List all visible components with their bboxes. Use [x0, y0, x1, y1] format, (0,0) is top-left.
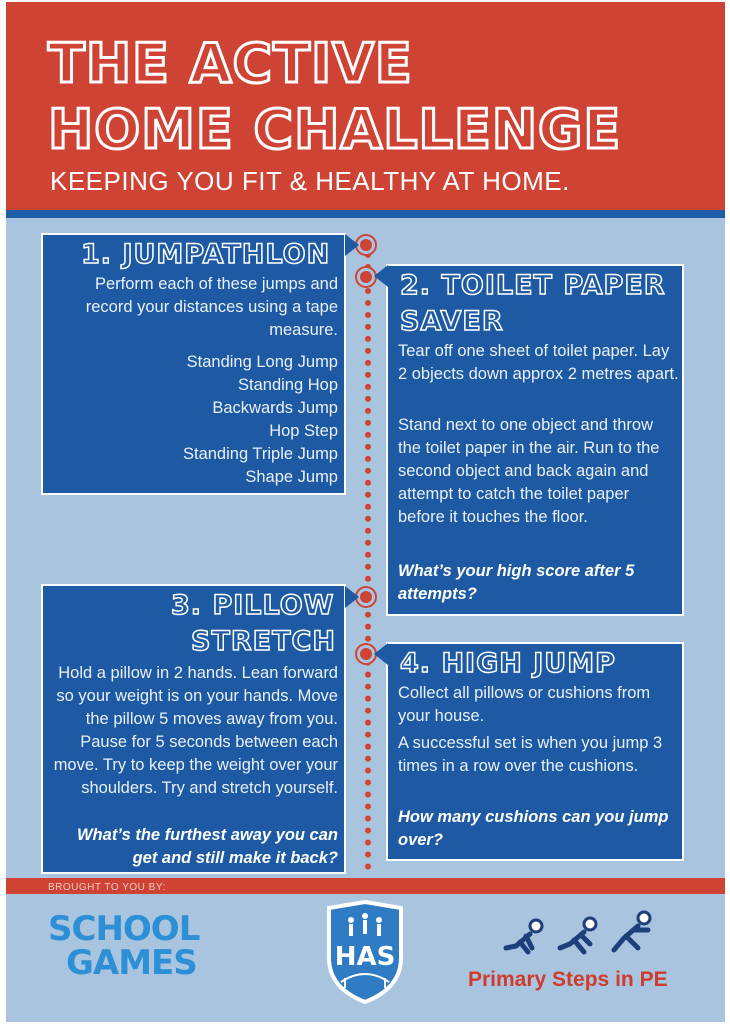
question-text: What’s your high score after 5 attempts? — [398, 562, 635, 603]
card-pillow-stretch — [41, 584, 346, 874]
school-games-line-1: SCHOOL — [48, 909, 200, 949]
school-games-logo — [48, 909, 200, 983]
list-item: Backwards Jump — [212, 399, 338, 417]
card-intro: Perform each of these jumps and record your distances using a tape measure. — [85, 275, 338, 339]
school-games-line-2: GAMES — [66, 943, 197, 983]
card-high-jump — [386, 642, 684, 861]
card-jumpathlon — [41, 233, 346, 495]
card-paragraph-1: Collect all pillows or cushions from your house. — [398, 684, 651, 725]
title-line-2: HOME CHALLENGE — [48, 98, 622, 161]
timeline-node-4 — [357, 645, 375, 663]
timeline-node-2 — [357, 268, 375, 286]
card-pointer — [345, 234, 359, 256]
question-text: What’s the furthest away you can get and still make it back? — [76, 826, 338, 867]
list-item: Standing Triple Jump — [182, 445, 338, 463]
timeline-dotted-line — [365, 240, 371, 870]
card-paragraph-1: Tear off one sheet of toilet paper. Lay 2 objects down approx 2 metres apart. — [398, 342, 679, 383]
runners-icon — [498, 908, 658, 960]
card-paragraph-2: A successful set is when you jump 3 times in a row over the cushions. — [398, 734, 663, 775]
card-question — [53, 824, 338, 870]
header-banner — [6, 2, 725, 210]
card-paragraph-1: Hold a pillow in 2 hands. Lean forward so your weight is on your hands. Move the pillow 5 moves away from you. Pause for 5 seconds between each move. Try to keep the weight over your shoulders. Try and stretch yourself. — [53, 664, 338, 797]
title-line-1: THE ACTIVE — [48, 32, 413, 95]
card-paragraph-2: Stand next to one object and throw the toilet paper in the air. Run to the second object and back again and attempt to catch the toilet paper before it touches the floor. — [398, 416, 660, 526]
list-item: Shape Jump — [245, 468, 338, 486]
primary-steps-logo-text: Primary Steps in PE — [468, 968, 668, 991]
jump-list — [53, 351, 338, 489]
question-text: How many cushions can you jump over? — [398, 808, 669, 849]
list-item: Hop Step — [269, 422, 338, 440]
card-question — [398, 806, 680, 852]
brought-to-you-label: BROUGHT TO YOU BY: — [48, 882, 166, 893]
card-pointer — [374, 265, 388, 287]
card-question — [398, 560, 680, 606]
poster — [6, 2, 725, 1022]
has-shield-logo — [323, 900, 407, 1004]
card-heading-line-1: 3. PILLOW — [171, 590, 335, 621]
subtitle: KEEPING YOU FIT & HEALTHY AT HOME. — [50, 166, 570, 196]
list-item: Standing Hop — [238, 376, 338, 394]
card-pointer — [374, 643, 388, 665]
card-heading-line-1: 2. TOILET PAPER — [400, 270, 666, 301]
card-pointer — [345, 586, 359, 608]
card-heading-line-2: STRETCH — [191, 626, 336, 657]
card-heading-line-2: SAVER — [400, 306, 504, 337]
card-heading: 4. HIGH JUMP — [400, 648, 616, 679]
runner-figures-icon — [498, 908, 658, 960]
card-heading: 1. JUMPATHLON — [81, 239, 331, 270]
list-item: Standing Long Jump — [186, 353, 338, 371]
card-toilet-paper-saver — [386, 264, 684, 616]
timeline-node-1 — [357, 236, 375, 254]
timeline-node-3 — [357, 588, 375, 606]
has-logo-text: HAS — [334, 942, 396, 972]
header-divider — [6, 210, 725, 218]
